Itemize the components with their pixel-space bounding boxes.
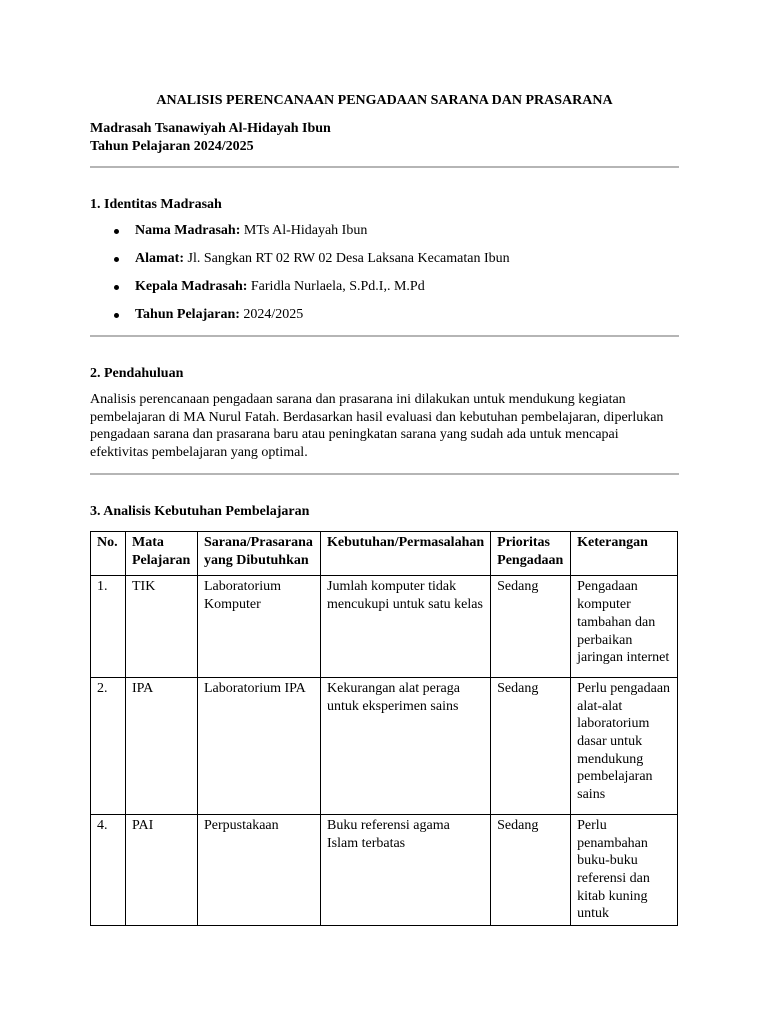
- table-row: [91, 814, 678, 925]
- item-label: Nama Madrasah:: [135, 223, 241, 238]
- divider: [90, 166, 679, 168]
- list-item: [90, 278, 510, 306]
- table-cell: Sedang: [491, 576, 571, 678]
- section-3-heading: 3. Analisis Kebutuhan Pembelajaran: [90, 504, 310, 519]
- list-item: [90, 222, 510, 250]
- list-item: [90, 250, 510, 278]
- table-cell: Sedang: [491, 677, 571, 814]
- list-item: [90, 306, 510, 334]
- table-cell: Jumlah komputer tidak mencukupi untuk satu kelas: [321, 576, 491, 678]
- item-label: Alamat:: [135, 251, 184, 266]
- column-header: Kebutuhan/Permasalahan: [321, 532, 491, 576]
- bullet-icon: [114, 229, 119, 234]
- bullet-icon: [114, 257, 119, 262]
- school-name: Madrasah Tsanawiyah Al-Hidayah Ibun: [90, 121, 331, 136]
- section-2-heading: 2. Pendahuluan: [90, 366, 184, 381]
- item-label: Tahun Pelajaran:: [135, 307, 240, 322]
- bullet-icon: [114, 313, 119, 318]
- needs-analysis-table: [90, 531, 678, 926]
- item-value: Faridla Nurlaela, S.Pd.I,. M.Pd: [247, 279, 425, 294]
- table-cell: IPA: [126, 677, 198, 814]
- table-cell: TIK: [126, 576, 198, 678]
- identity-list: [90, 222, 510, 334]
- column-header: Keterangan: [571, 532, 678, 576]
- table-cell: PAI: [126, 814, 198, 925]
- column-header: Mata Pelajaran: [126, 532, 198, 576]
- divider: [90, 473, 679, 475]
- column-header: Sarana/Prasarana yang Dibutuhkan: [198, 532, 321, 576]
- document-subheading: [90, 120, 331, 156]
- divider: [90, 335, 679, 337]
- table-cell: Sedang: [491, 814, 571, 925]
- document-title: ANALISIS PERENCANAAN PENGADAAN SARANA DAN PRASARANA: [156, 93, 613, 108]
- table-row: [91, 677, 678, 814]
- table-cell: 2.: [91, 677, 126, 814]
- section-1-heading: 1. Identitas Madrasah: [90, 197, 222, 212]
- table-cell: Pengadaan komputer tambahan dan perbaikan jaringan internet: [571, 576, 678, 678]
- introduction-paragraph: Analisis perencanaan pengadaan sarana dan prasarana ini dilakukan untuk mendukung kegiatan pembelajaran di MA Nurul Fatah. Berdasarkan hasil evaluasi dan kebutuhan pembelajaran, diperlukan pengadaan sarana dan prasarana baru atau peningkatan sarana yang sudah ada untuk mencapai efektivitas pembelajaran yang optimal.: [90, 392, 664, 461]
- item-value: MTs Al-Hidayah Ibun: [240, 223, 368, 238]
- table-cell: Kekurangan alat peraga untuk eksperimen sains: [321, 677, 491, 814]
- table-cell: Buku referensi agama Islam terbatas: [321, 814, 491, 925]
- table-cell: 4.: [91, 814, 126, 925]
- item-label: Kepala Madrasah:: [135, 279, 248, 294]
- table-cell: Perlu penambahan buku-buku referensi dan kitab kuning untuk: [571, 814, 678, 925]
- table-cell: Laboratorium IPA: [198, 677, 321, 814]
- table-cell: Perlu pengadaan alat-alat laboratorium dasar untuk mendukung pembelajaran sains: [571, 677, 678, 814]
- academic-year: Tahun Pelajaran 2024/2025: [90, 139, 254, 154]
- table-cell: 1.: [91, 576, 126, 678]
- table-cell: Perpustakaan: [198, 814, 321, 925]
- column-header: No.: [91, 532, 126, 576]
- table-header-row: [91, 532, 678, 576]
- item-value: 2024/2025: [239, 307, 304, 322]
- table-row: [91, 576, 678, 678]
- table-cell: Laboratorium Komputer: [198, 576, 321, 678]
- column-header: Prioritas Pengadaan: [491, 532, 571, 576]
- item-value: Jl. Sangkan RT 02 RW 02 Desa Laksana Kecamatan Ibun: [184, 251, 510, 266]
- bullet-icon: [114, 285, 119, 290]
